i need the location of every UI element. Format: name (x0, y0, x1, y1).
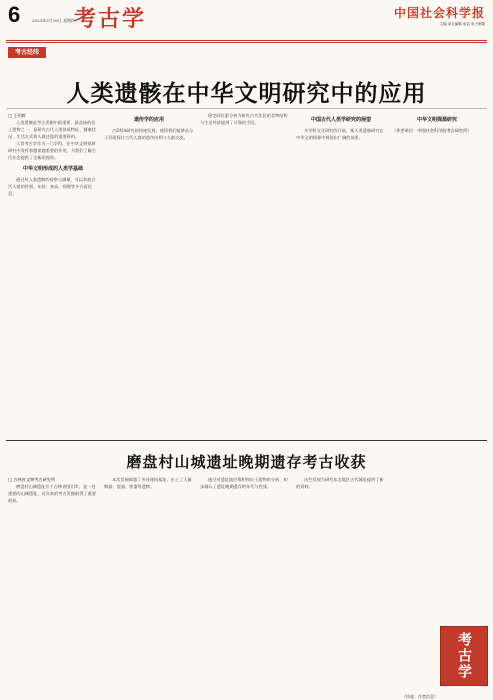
article1-paragraph: 古DNA研究的快速发展，使得我们能够从分子层面探讨古代人群的遗传结构与人群交流。 (104, 128, 194, 140)
masthead-rule (6, 40, 487, 41)
headline-rule (6, 108, 487, 109)
article1-byline: □ 王明辉 (8, 113, 26, 118)
article2-body (8, 476, 486, 686)
article1-subhead: 中华文明探源研究 (416, 117, 457, 123)
article2-column-2 (104, 476, 194, 686)
article1-paragraph: 通过对人类遗骸的观察与测量，可以获取古代人群的性别、年龄、身高、病理等多方面信息。 (8, 177, 96, 196)
article1-headline: 人类遗骸在中华文明研究中的应用 (66, 81, 427, 107)
article1-body (8, 112, 486, 430)
newspaper-name: 中国社会科学报 (393, 6, 485, 20)
masthead-rule-thin (6, 42, 487, 43)
article2-column-4 (296, 476, 386, 686)
article2-column-1 (8, 476, 98, 686)
article1-paragraph: 人类遗骸是考古发掘中最重要、最直接的出土遗物之一，是研究古代人类体质特征、健康状况、生活方式和人群迁徙的重要资料。 (8, 120, 96, 139)
article2-paragraph: 通过对遗址地层堆积和出土遗物的分析，初步确认了遗址晚期遗存的年代与性质。 (200, 477, 288, 489)
editors-line: 主编 项目编辑 电话 电子邮箱 (439, 22, 485, 26)
article1-subhead: 遗传学的应用 (133, 117, 164, 123)
column-seal-stamp (440, 626, 488, 686)
article1-subhead: 中华文明形成的人类学基础 (22, 166, 83, 172)
article1-column-4 (296, 112, 386, 430)
date-line: 2023年3月16日 星期四 (32, 18, 76, 23)
article2-paragraph: 磨盘村山城遗址位于吉林省图们市，是一处重要的山城遗址，近年来的考古发掘取得了重要收获。 (8, 484, 96, 503)
article1-subhead: 中国古代人类学研究的展望 (310, 117, 371, 123)
article2-credit: （执笔：作者信息） (402, 694, 438, 699)
column-title: 考古学 (74, 6, 147, 32)
article1-column-1 (8, 112, 98, 430)
article1-affiliation: （作者单位：中国社会科学院考古研究所） (392, 128, 472, 133)
section-label: 考古经纬 (8, 47, 46, 58)
article1-paragraph: 多学科交叉研究的开展，使人类遗骸研究在中华文明探源中展现出广阔的前景。 (296, 128, 384, 140)
article2-column-3 (200, 476, 290, 686)
article1-column-3 (200, 112, 290, 430)
page-number: 6 (8, 2, 21, 27)
article1-paragraph: 稳定同位素分析为研究古代先民的食物结构与生业经济提供了可靠的手段。 (200, 113, 288, 125)
article1-paragraph: 人骨考古学作为一门学科，在中华文明探源研究中发挥着越来越重要的作用，为我们了解古代社会提供了全新的视角。 (8, 141, 96, 160)
article-divider (6, 440, 487, 441)
article1-column-5 (392, 112, 482, 430)
article2-headline: 磨盘村山城遗址晚期遗存考古收获 (126, 453, 367, 471)
article1-column-2 (104, 112, 194, 430)
article2-paragraph: 本次发掘揭露了多处建筑基址，出土了大量陶器、瓷器、铁器等遗物。 (104, 477, 192, 489)
article2-byline: □ 吉林省文物考古研究所 (8, 477, 56, 482)
seal-text: 考古学 (456, 632, 472, 680)
article2-paragraph: 这些发现为研究东北地区古代城址提供了新的资料。 (296, 477, 384, 489)
